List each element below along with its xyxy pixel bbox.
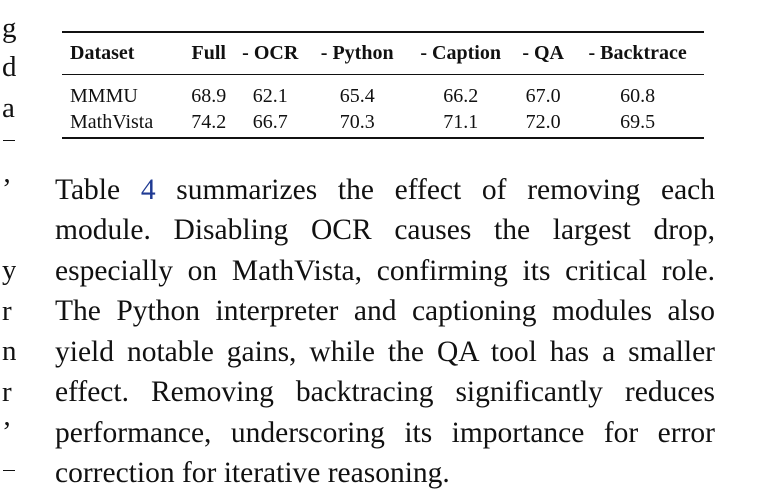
column-header: - QA	[522, 42, 565, 64]
left-fragment: r	[2, 376, 12, 408]
body-paragraph	[55, 170, 715, 494]
left-fragment: d	[2, 51, 16, 83]
left-column-clipped-text	[0, 0, 16, 493]
left-fragment: r	[2, 295, 12, 327]
left-fragment: y	[2, 254, 16, 286]
column-header: - OCR	[242, 42, 299, 64]
left-fragment: ’	[2, 173, 12, 205]
column-header: Dataset	[70, 42, 135, 64]
table-cell: 72.0	[525, 111, 561, 133]
table-cell: 67.0	[525, 85, 561, 107]
table-cell: 62.1	[252, 85, 288, 107]
column-header: - Python	[320, 42, 394, 64]
table-cell: 65.4	[339, 85, 375, 107]
left-fragment: g	[2, 12, 16, 44]
ablation-table	[62, 31, 704, 139]
table-header-row	[62, 33, 704, 74]
table-cell: 69.5	[620, 111, 656, 133]
paragraph-body: summarizes the effect of removing each module. Disabling OCR causes the largest drop, especially on MathVista, confirming its critical role. The Python interpreter and captioning modules also yield notable gains, while the QA tool has a smaller effect. Removing backtracing significantly reduces performance, underscoring its importance for error correction for iterative reasoning.	[55, 173, 716, 489]
table-cell: 66.2	[443, 85, 479, 107]
table-cell: MMMU	[70, 85, 138, 107]
left-fragment-rule	[3, 140, 15, 141]
left-fragment: n	[2, 335, 16, 367]
table-bottom-rule	[62, 137, 704, 139]
results-table	[62, 33, 704, 137]
left-fragment: a	[2, 92, 15, 124]
table-reference-link[interactable]: 4	[140, 173, 156, 206]
left-fragment-rule	[3, 470, 15, 471]
table-cell: 74.2	[191, 111, 227, 133]
column-header: - Backtrace	[588, 42, 687, 64]
column-header: - Caption	[420, 42, 501, 64]
table-cell: 66.7	[252, 111, 288, 133]
table-cell: 70.3	[339, 111, 375, 133]
table-row	[62, 109, 704, 137]
paragraph-prefix: Table	[55, 173, 141, 206]
column-header: Full	[191, 42, 226, 64]
table-cell: 60.8	[620, 85, 656, 107]
table-row	[62, 75, 704, 109]
table-cell: 71.1	[443, 111, 479, 133]
table-cell: MathVista	[70, 111, 154, 133]
table-cell: 68.9	[191, 85, 227, 107]
left-fragment: ’	[2, 416, 12, 448]
